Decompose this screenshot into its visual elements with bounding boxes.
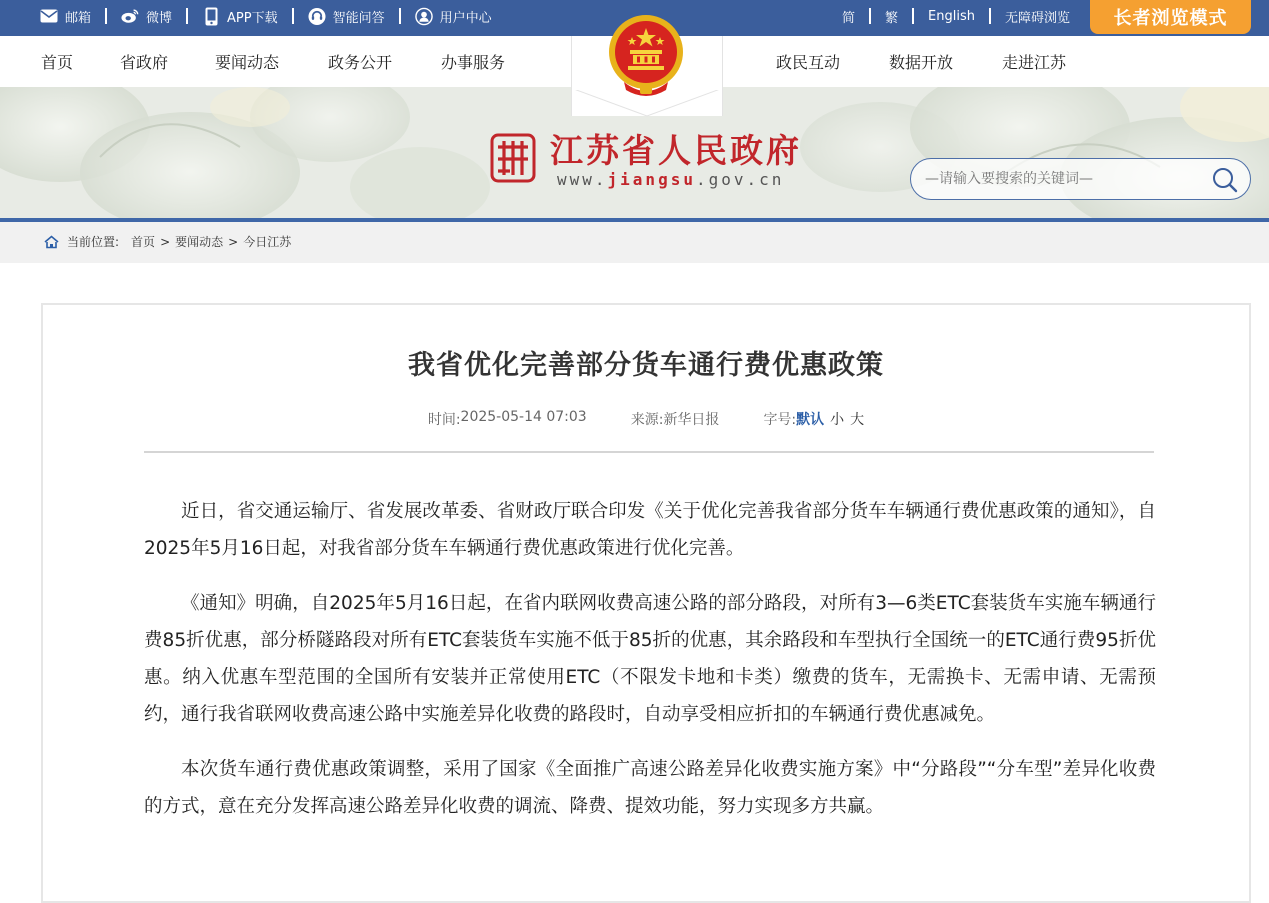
breadcrumb-item-home[interactable]: 首页 (131, 235, 156, 249)
app-download-label: APP下载 (227, 10, 278, 26)
article-paragraph: 本次货车通行费优惠政策调整，采用了国家《全面推广高速公路差异化收费实施方案》中“分路段”“分车型”差异化收费的方式，意在充分发挥高速公路差异化收费的调流、降费、提效功能，努力实现多方共赢。 (144, 759, 1156, 817)
chat-icon (308, 7, 326, 25)
phone-icon (202, 7, 220, 25)
breadcrumb-item-news[interactable]: 要闻动态 (175, 235, 224, 249)
user-center-link[interactable] (415, 7, 492, 26)
article-title: 我省优化完善部分货车通行费优惠政策 (408, 350, 884, 381)
separator (186, 8, 188, 24)
article-meta (43, 409, 1249, 429)
article-paragraph: 近日，省交通运输厅、省发展改革委、省财政厅联合印发《关于优化完善我省部分货车车辆通行费优惠政策的通知》，自2025年5月16日起，对我省部分货车车辆通行费优惠政策进行优化完善。 (144, 501, 1156, 559)
source-label: 来源: (630, 412, 664, 428)
mail-icon (40, 7, 58, 25)
nav-item-interaction[interactable]: 政民互动 (776, 53, 841, 72)
app-download-link[interactable] (202, 7, 278, 26)
breadcrumb-label: 当前位置: (67, 235, 120, 249)
search-input[interactable] (925, 159, 1205, 199)
top-utility-links (40, 0, 492, 32)
accessibility-link[interactable]: 无障碍浏览 (1004, 10, 1070, 26)
english-link[interactable]: English (928, 8, 975, 24)
smart-qa-link[interactable] (308, 7, 385, 26)
font-size-label: 字号: (763, 412, 797, 428)
separator (912, 8, 914, 24)
separator (869, 8, 871, 24)
breadcrumb-separator: > (228, 234, 239, 249)
weibo-icon (121, 7, 139, 25)
separator (292, 8, 294, 24)
smart-qa-label: 智能问答 (332, 10, 385, 26)
user-icon (415, 7, 433, 25)
home-icon (44, 235, 59, 249)
font-size-large-button[interactable]: 大 (850, 412, 865, 428)
mail-link[interactable] (40, 7, 91, 26)
mail-label: 邮箱 (65, 10, 92, 26)
article-body (144, 493, 1156, 843)
jiangsu-logo-icon (490, 133, 536, 183)
search-icon[interactable] (1212, 167, 1238, 193)
simplified-chinese-link[interactable]: 简 (842, 10, 856, 26)
site-url-domain: jiangsu (607, 170, 696, 189)
separator (399, 8, 401, 24)
breadcrumb-item-today-jiangsu[interactable]: 今日江苏 (243, 235, 292, 249)
font-size-small-button[interactable]: 小 (830, 412, 845, 428)
font-size-default-button[interactable]: 默认 (796, 412, 825, 428)
nav-item-open-data[interactable]: 数据开放 (889, 53, 954, 72)
site-url-suffix: .gov.cn (695, 170, 785, 189)
weibo-label: 微博 (146, 10, 173, 26)
nav-item-provincial-government[interactable]: 省政府 (120, 53, 169, 72)
site-name: 江苏省人民政府 (550, 131, 802, 170)
user-center-label: 用户中心 (439, 10, 492, 26)
national-emblem-icon[interactable] (606, 10, 686, 96)
traditional-chinese-link[interactable]: 繁 (885, 10, 899, 26)
site-url-prefix: www. (557, 170, 608, 189)
site-url (557, 170, 784, 189)
separator (989, 8, 991, 24)
nav-item-about-jiangsu[interactable]: 走进江苏 (1002, 53, 1067, 72)
nav-item-home[interactable]: 首页 (41, 53, 74, 72)
title-divider (144, 451, 1154, 453)
publish-time-label: 时间: (427, 412, 461, 428)
source-value: 新华日报 (663, 412, 720, 428)
nav-item-services[interactable]: 办事服务 (441, 53, 506, 72)
publish-time: 2025-05-14 07:03 (460, 409, 587, 425)
search-box (910, 158, 1251, 200)
breadcrumb (44, 233, 291, 250)
breadcrumb-separator: > (160, 234, 171, 249)
article-paragraph: 《通知》明确，自2025年5月16日起，在省内联网收费高速公路的部分路段，对所有3—6类ETC套装货车实施车辆通行费85折优惠，部分桥隧路段对所有ETC套装货车实施不低于85折的优惠，其余路段和车型执行全国统一的ETC通行费95折优惠。纳入优惠车型范围的全国所有安装并正常使用ETC（不限发卡地和卡类）缴费的货车，无需换卡、无需申请、无需预约，通行我省联网收费高速公路中实施差异化收费的路段时，自动享受相应折扣的车辆通行费优惠减免。 (144, 593, 1156, 725)
nav-item-news[interactable]: 要闻动态 (215, 53, 280, 72)
weibo-link[interactable] (121, 7, 172, 26)
nav-item-government-affairs[interactable]: 政务公开 (328, 53, 393, 72)
language-links (842, 0, 1070, 32)
separator (105, 8, 107, 24)
breadcrumb-bar (0, 222, 1269, 263)
elder-mode-button[interactable]: 长者浏览模式 (1090, 0, 1251, 34)
article-panel (41, 303, 1251, 903)
